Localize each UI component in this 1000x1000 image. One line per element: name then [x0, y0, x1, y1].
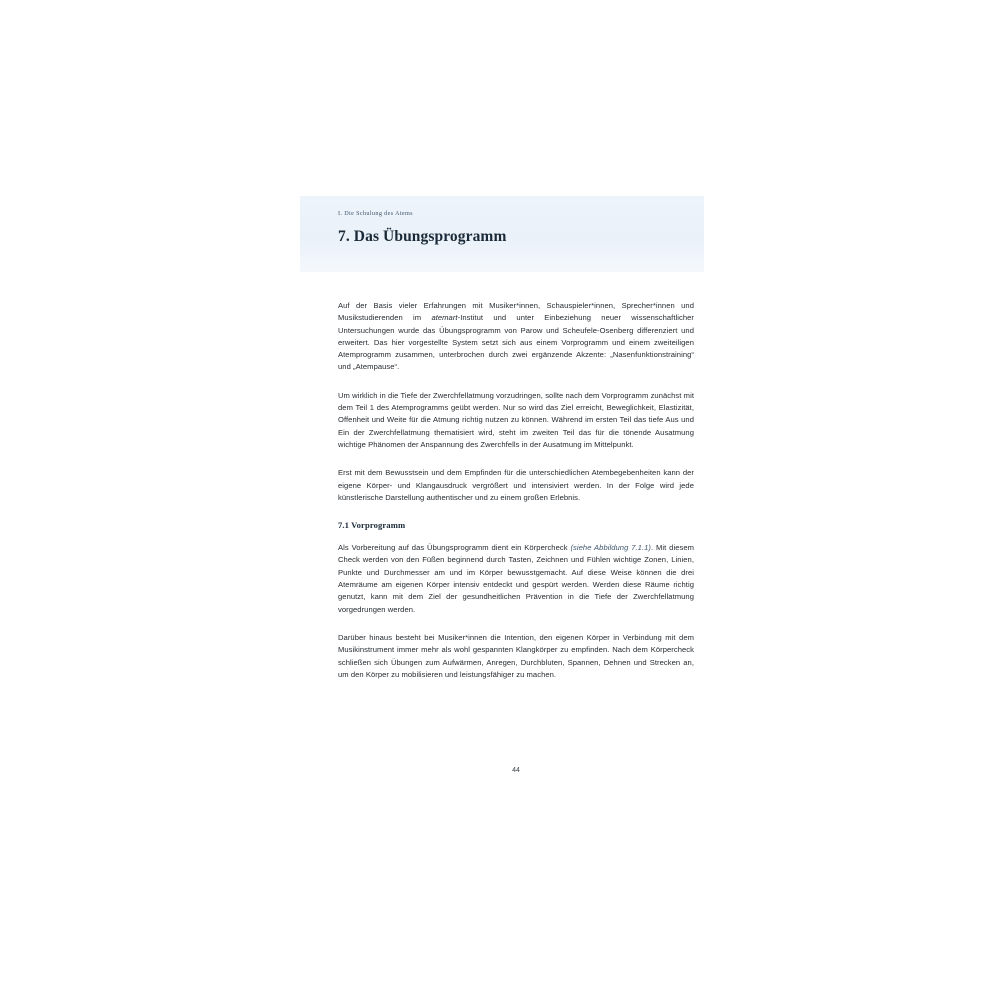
- paragraph: Auf der Basis vieler Erfahrungen mit Musiker*innen, Schauspieler*innen, Sprecher*innen und Musikstudierenden im atemart-Institut und unter Einbeziehung neuer wissenschaftlicher Untersuchungen wurde das Übungsprogramm von Parow und Scheufele-Osenberg differenziert und erweitert. Das hier vorgestellte System setzt sich aus einem Vorprogramm und einem zweiteiligen Atemprogramm zusammen, unterbrochen durch zwei ergänzende Akzente: „Nasenfunktionstraining“ und „Atempause“.: [338, 301, 694, 372]
- section-heading: 7.1 Vorprogramm: [338, 520, 406, 531]
- italic-run: atemart: [431, 313, 458, 323]
- chapter-title: 7. Das Übungsprogramm: [338, 228, 507, 245]
- page-number: 44: [512, 767, 520, 774]
- paragraph: Darüber hinaus besteht bei Musiker*innen die Intention, den eigenen Körper in Verbindung mit dem Musikinstrument immer mehr als wohl gespannten Klangkörper zu empfinden. Nach dem Körpercheck schließen sich Übungen zum Aufwärmen, Anregen, Durchbluten, Spannen, Dehnen und Strecken an, um den Körper zu mobilisieren und leistungsfähiger zu machen.: [338, 632, 694, 679]
- running-head: I. Die Schulung des Atems: [338, 210, 413, 217]
- page-body: [338, 300, 694, 681]
- paragraph: Erst mit dem Bewusstsein und dem Empfinden für die unterschiedlichen Atembegebenheiten kann der eigene Körper- und Klangausdruck vergrößert und intensiviert werden. In der Folge wird jede künstlerische Darstellung authentischer und zu einem großen Erlebnis.: [338, 468, 694, 502]
- paragraph: Um wirklich in die Tiefe der Zwerchfellatmung vorzudringen, sollte nach dem Vorprogramm zunächst mit dem Teil 1 des Atemprogramms geübt werden. Nur so wird das Ziel erreicht, Beweglichkeit, Elastizität, Offenheit und Weite für die Atmung richtig nutzen zu können. Während im ersten Teil das tiefe Aus und Ein der Zwerchfellatmung thematisiert wird, steht im zweiten Teil das für die tönende Ausatmung wichtige Phänomen der Anspannung des Zwerchfells in der Ausatmung im Mittelpunkt.: [338, 390, 694, 449]
- paragraph: Als Vorbereitung auf das Übungsprogramm dient ein Körpercheck (siehe Abbildung 7.1.1). Mit diesem Check werden von den Füßen beginnend durch Tasten, Zeichnen und Fühlen wichtige Zonen, Linien, Punkte und Durchmesser am und im Körper bewusstgemacht. Auf diese Weise können die drei Atemräume am eigenen Körper intensiv entdeckt und gespürt werden. Werden diese Räume richtig genutzt, kann mit dem Ziel der gesundheitlichen Prävention in die Tiefe der Zwerchfellatmung vorgedrungen werden.: [338, 543, 695, 614]
- figure-reference: (siehe Abbildung 7.1.1): [570, 543, 651, 553]
